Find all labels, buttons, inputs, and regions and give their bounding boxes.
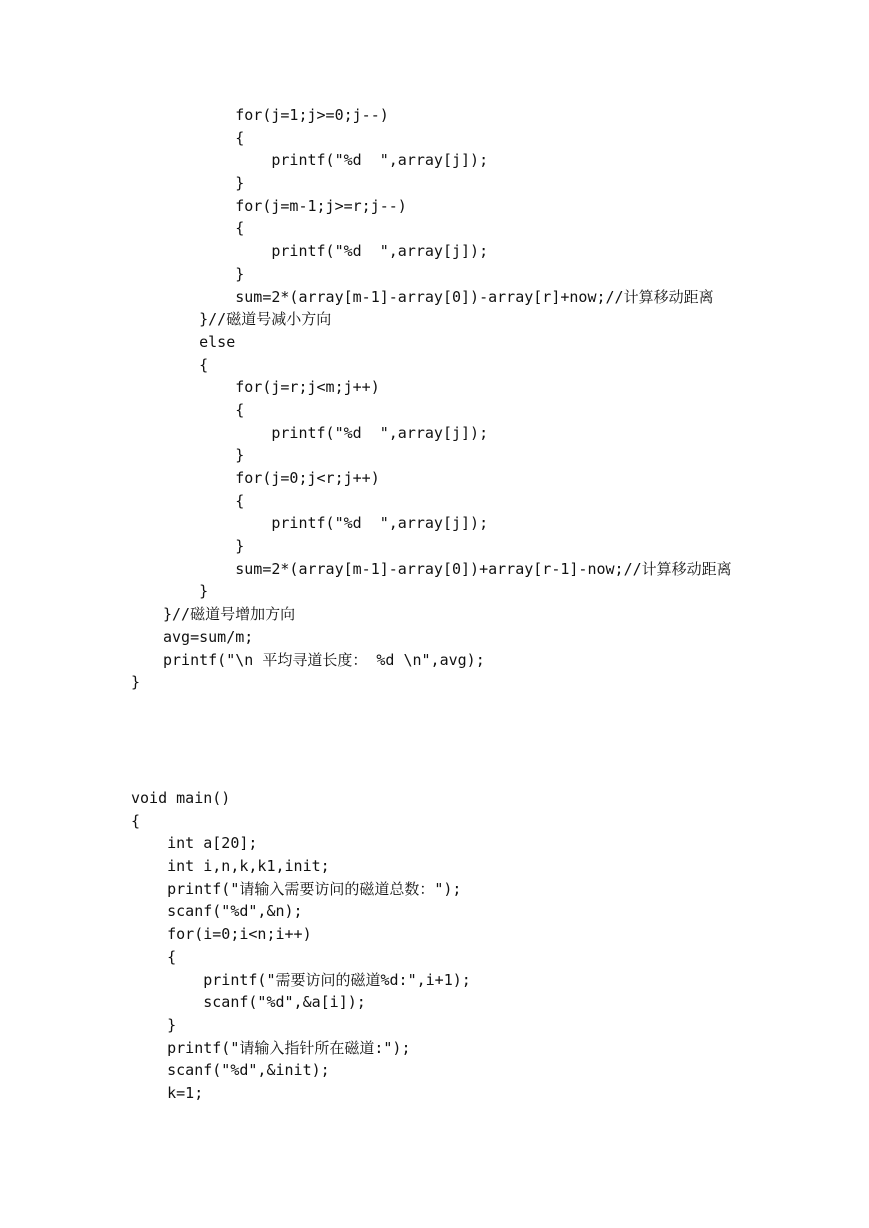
code-line: else bbox=[163, 332, 236, 351]
code-line: sum=2*(array[m-1]-array[0])-array[r]+now;//计算移动距离 bbox=[163, 287, 714, 306]
code-line: { bbox=[131, 811, 141, 830]
code-line: } bbox=[163, 264, 245, 283]
code-line: { bbox=[163, 219, 245, 238]
code-block-main-function bbox=[131, 787, 471, 1105]
code-line: } bbox=[163, 446, 245, 465]
code-line: for(j=1;j>=0;j--) bbox=[163, 106, 389, 124]
code-line: sum=2*(array[m-1]-array[0])+array[r-1]-now;//计算移动距离 bbox=[163, 559, 732, 578]
code-line: for(j=m-1;j>=r;j--) bbox=[163, 196, 407, 215]
code-line: int i,n,k,k1,init; bbox=[131, 857, 330, 876]
code-line: { bbox=[163, 400, 245, 419]
code-line: } bbox=[163, 537, 245, 556]
code-line: int a[20]; bbox=[131, 834, 258, 853]
code-line: scanf("%d",&n); bbox=[131, 902, 303, 921]
code-line: for(j=0;j<r;j++) bbox=[163, 469, 380, 487]
code-line: printf("%d ",array[j]); bbox=[163, 151, 489, 170]
code-line: } bbox=[163, 582, 209, 601]
code-line: }//磁道号增加方向 bbox=[163, 605, 296, 624]
code-block-scan-function-tail bbox=[131, 104, 732, 694]
code-line: printf("%d ",array[j]); bbox=[163, 514, 489, 533]
code-line: printf("请输入需要访问的磁道总数："); bbox=[131, 879, 462, 898]
code-line: for(i=0;i<n;i++) bbox=[131, 925, 312, 944]
code-line: printf("%d ",array[j]); bbox=[163, 423, 489, 442]
code-line: printf("\n 平均寻道长度： %d \n",avg); bbox=[163, 650, 485, 669]
code-line: scanf("%d",&a[i]); bbox=[131, 993, 366, 1012]
closing-brace: } bbox=[131, 673, 141, 692]
code-line: } bbox=[163, 174, 245, 193]
code-line: for(j=r;j<m;j++) bbox=[163, 378, 380, 397]
code-line: { bbox=[163, 355, 209, 374]
code-line: printf("请输入指针所在磁道:"); bbox=[131, 1038, 411, 1057]
code-line: printf("需要访问的磁道%d:",i+1); bbox=[131, 970, 471, 989]
code-line: }//磁道号减小方向 bbox=[163, 310, 332, 329]
code-line: avg=sum/m; bbox=[163, 627, 254, 646]
code-line: scanf("%d",&init); bbox=[131, 1061, 330, 1080]
code-line: } bbox=[131, 1015, 177, 1034]
code-line: { bbox=[163, 491, 245, 510]
code-line: printf("%d ",array[j]); bbox=[163, 242, 489, 261]
code-line: { bbox=[131, 947, 177, 966]
code-line: void main() bbox=[131, 789, 231, 807]
code-line: { bbox=[163, 128, 245, 147]
code-line: k=1; bbox=[131, 1083, 204, 1102]
